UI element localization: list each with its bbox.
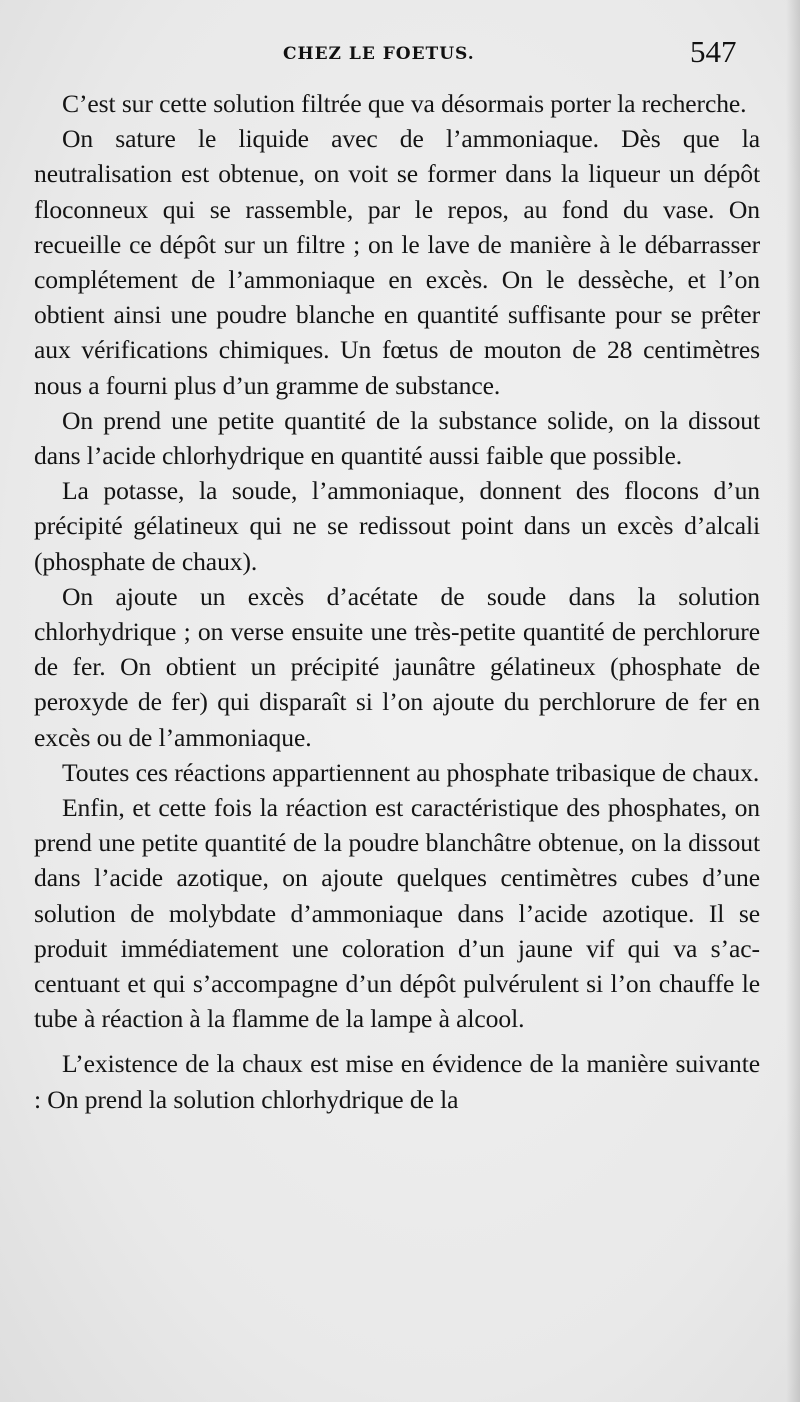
paragraph-1: C’est sur cette solution filtrée que va désormais porter la recherche. (62, 89, 747, 118)
paragraph-6: Toutes ces réactions appartiennent au phosphate tribasique de chaux. (62, 757, 760, 787)
paragraph-2: On sature le liquide avec de l’ammoniaque. Dès que la neutralisation est obtenue, on voit se former dans la liqueur un dépôt floconneux qui se rassemble, par le repos, au fond du vase. On recueille ce dépôt sur un filtre ; on le lave de manière à le débarrasser complétement de l’ammoniaque en excès. On le dessèche, et l’on obtient ainsi une poudre blanche en quantité suffisante pour se prêter aux vérifications chimiques. Un fœtus de mouton de 28 centimètres nous a fourni plus d’un gramme de substance. (34, 124, 760, 400)
paragraph-3: On prend une petite quantité de la substance solide, on la dissout dans l’acide chlorhydrique en quantité aussi faible que possible. (34, 405, 760, 471)
page-number: 547 (690, 34, 737, 69)
body-text (34, 86, 760, 1117)
paragraph-4: La potasse, la soude, l’ammoniaque, donnent des flocons d’un précipité gélatineux qui ne se redissout point dans un excès d’alcali (phosphate de chaux). (34, 476, 760, 576)
running-title: CHEZ LE FOETUS. (283, 44, 475, 64)
paragraph-7: Enfin, et cette fois la réaction est caractéristique des phosphates, on prend une petite quantité de la poudre blanchâtre obtenue, on la dissout dans l’acide azotique, on ajoute quelques centimètres cubes d’une solution de molybdate d’ammoniaque dans l’acide azotique. Il se produit immédiatement une coloration d’un jaune vif qui va s’accentuant et qui s’accompagne d’un dépôt pulvérulent si l’on chauffe le tube à réaction à la flamme de la lampe à alcool. (34, 793, 760, 1034)
paragraph-5: On ajoute un excès d’acétate de soude dans la solution chlorhydrique ; on verse ensuite une très-petite quantité de perchlorure de fer. On obtient un précipité jaunâtre gélatineux (phosphate de peroxyde de fer) qui disparaît si l’on ajoute du perchlorure de fer en excès ou de l’ammoniaque. (34, 581, 760, 752)
running-head (0, 34, 800, 74)
paragraph-8: L’existence de la chaux est mise en évidence de la manière suivante : On prend la solution chlorhydrique de la (34, 1049, 760, 1114)
page-edge-shadow (786, 0, 800, 1402)
